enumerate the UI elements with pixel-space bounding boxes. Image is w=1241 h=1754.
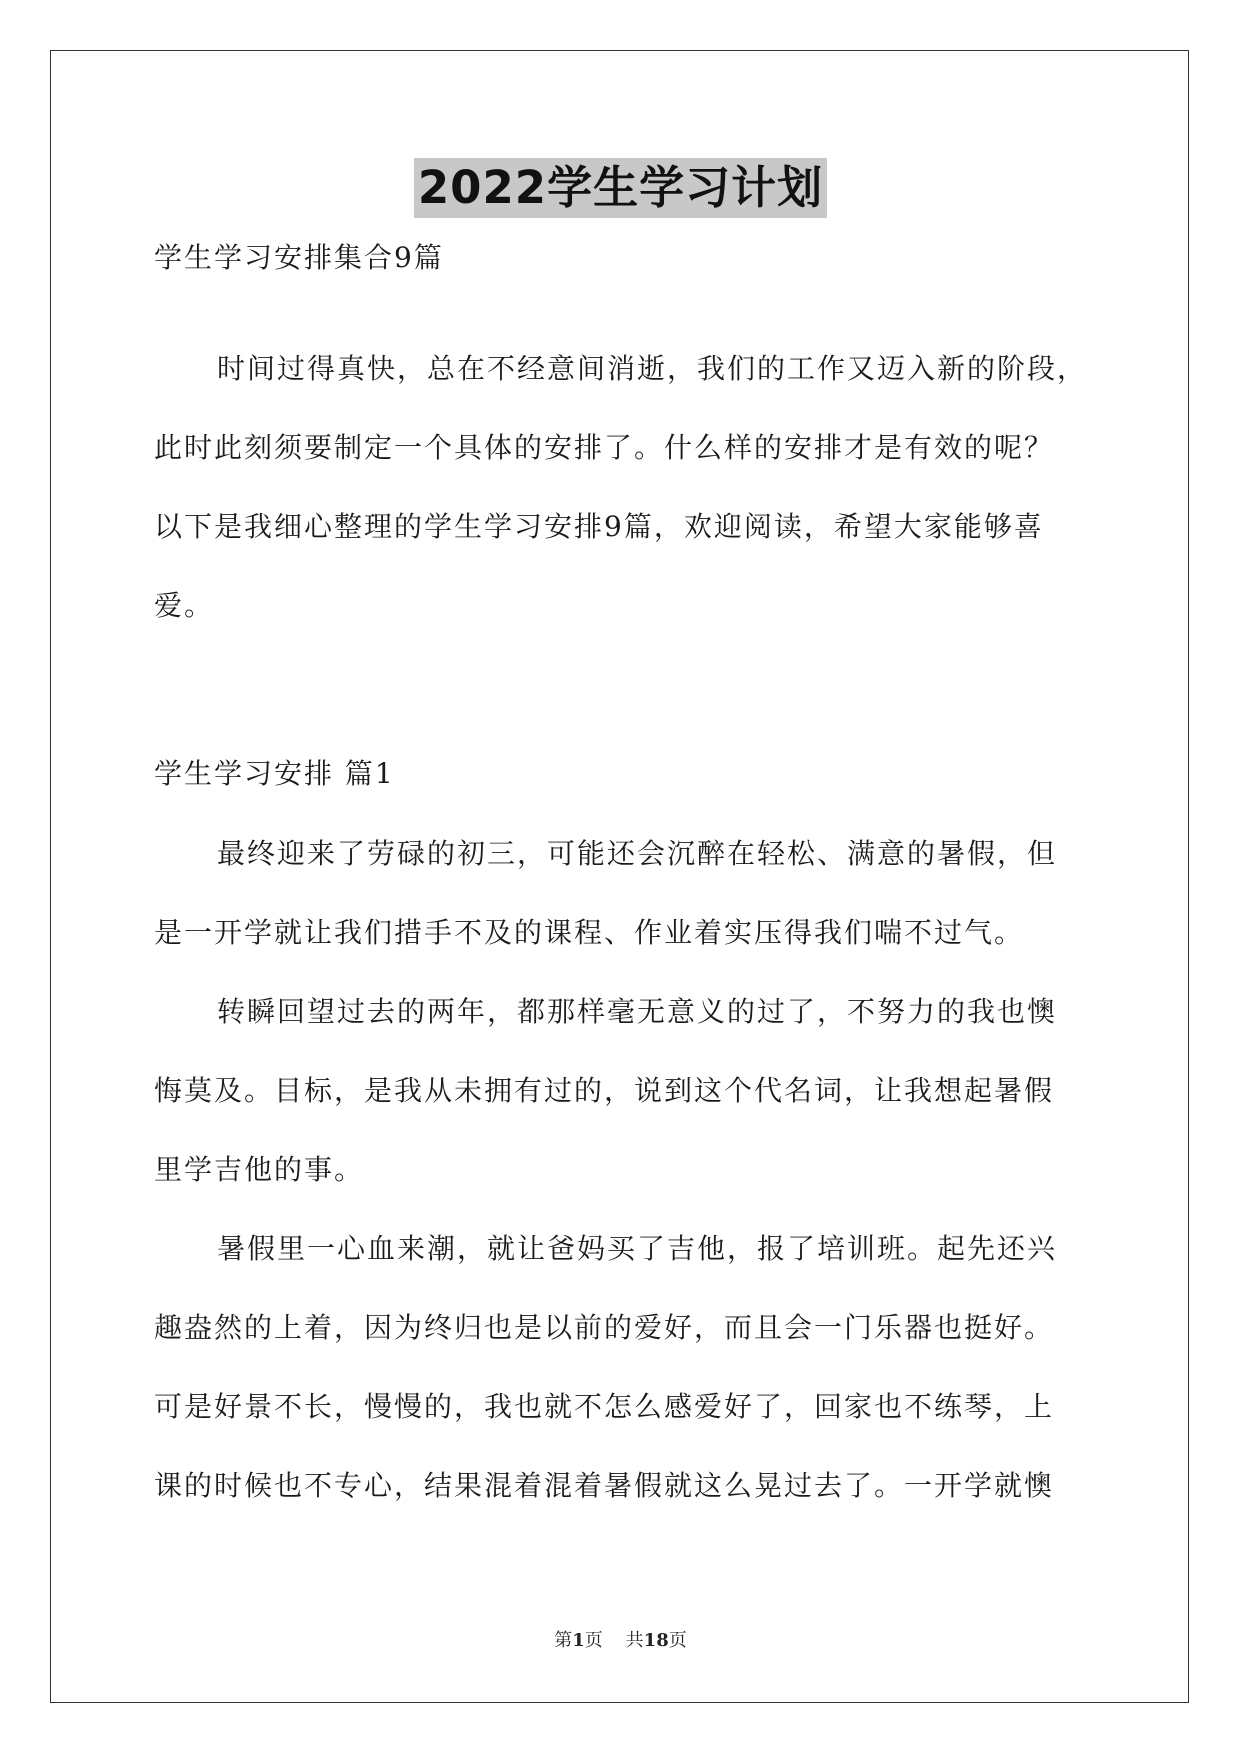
paragraph-line: 悔莫及。目标，是我从未拥有过的，说到这个代名词，让我想起暑假 — [154, 1074, 1055, 1107]
page-border — [50, 50, 1189, 1703]
paragraph-line: 趣盎然的上着，因为终归也是以前的爱好，而且会一门乐器也挺好。 — [154, 1311, 1055, 1344]
document-title: 2022学生学习计划 — [414, 158, 827, 218]
total-suffix: 页 — [668, 1630, 687, 1651]
intro-line: 此时此刻须要制定一个具体的安排了。什么样的安排才是有效的呢？ — [154, 431, 1055, 464]
total-pages: 18 — [643, 1630, 669, 1651]
paragraph-line: 里学吉他的事。 — [154, 1153, 365, 1186]
paragraph-line: 是一开学就让我们措手不及的课程、作业着实压得我们喘不过气。 — [154, 916, 1025, 949]
intro-line: 以下是我细心整理的学生学习安排9篇，欢迎阅读，希望大家能够喜 — [154, 510, 1044, 543]
title-container — [0, 158, 1241, 218]
paragraph-line: 暑假里一心血来潮，就让爸妈买了吉他，报了培训班。起先还兴 — [217, 1232, 1058, 1265]
page-suffix: 页 — [584, 1630, 603, 1651]
paragraph-line: 可是好景不长，慢慢的，我也就不怎么感爱好了，回家也不练琴，上 — [154, 1390, 1055, 1423]
section-heading: 学生学习安排 篇1 — [154, 757, 395, 790]
paragraph-line: 最终迎来了劳碌的初三，可能还会沉醉在轻松、满意的暑假，但 — [217, 837, 1058, 870]
total-prefix: 共 — [625, 1630, 644, 1651]
paragraph-line: 转瞬回望过去的两年，都那样毫无意义的过了，不努力的我也懊 — [217, 995, 1058, 1028]
intro-line: 爱。 — [154, 589, 215, 622]
document-subtitle: 学生学习安排集合9篇 — [154, 241, 444, 274]
page-number: 1 — [572, 1630, 585, 1651]
page-footer — [0, 1626, 1241, 1652]
page-prefix: 第 — [554, 1630, 573, 1651]
intro-line: 时间过得真快，总在不经意间消逝，我们的工作又迈入新的阶段， — [217, 352, 1088, 385]
paragraph-line: 课的时候也不专心，结果混着混着暑假就这么晃过去了。一开学就懊 — [154, 1469, 1055, 1502]
